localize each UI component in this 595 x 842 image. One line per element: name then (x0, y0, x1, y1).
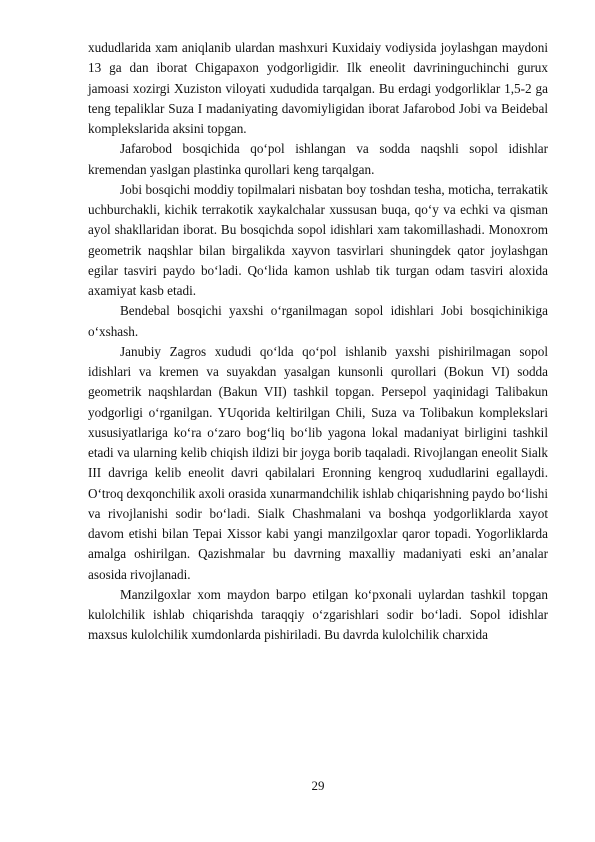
paragraph-2: Jafarobod bosqichida qo‘pol ishlangan va sodda naqshli sopol idishlar kremendan yaslgan plastinka qurollari keng tarqalgan. (88, 141, 548, 177)
paragraph-1: xududlarida xam aniqlanib ulardan mashxuri Kuxidaiy vodiysida joylashgan maydoni 13 ga dan iborat Chigapaxon yodgorligidir. Ilk eneolit davrininguchinchi gurux jamoasi xozirgi Xuziston viloyati xududida tarqalgan. Bu erdagi yodgorliklar 1,5-2 ga teng tepaliklar Suza I madaniyating davomiyligidan iborat Jafarobod Jobi va Beidebal komplekslarida aksini topgan. (88, 40, 548, 136)
paragraph-5: Janubiy Zagros xududi qo‘lda qo‘pol ishlanib yaxshi pishirilmagan sopol idishlari va kremen va suyakdan yasalgan kunsonli qurollari (Bokun VI) sodda geometrik naqshlardan (Bakun VII) tashkil topgan. Persepol yaqinidagi Talibakun yodgorligi o‘rganilgan. YUqorida keltirilgan Chili, Suza va Tolibakun komplekslari xususiyatlariga ko‘ra o‘zaro bog‘liq bo‘lib yagona lokal madaniyat birligini tashkil etadi va ularning kelib chiqish ildizi bir joyga borib taqaladi. Rivojlangan eneolit Sialk III davriga kelib eneolit davri qabilalari Eronning kengroq xududlarini egallaydi. O‘troq dexqonchilik axoli orasida xunarmandchilik ishlab chiqarishning paydo bo‘lishi va rivojlanishi sodir bo‘ladi. Sialk Chashmalani va boshqa yodgorliklarda xayot davom etishi bilan Tepai Xissor kabi yangi manzilgoxlar qaror topadi. Yogorliklarda amalga oshirilgan. Qazishmalar bu davrning maxalliy madaniyati eski an’analar asosida rivojlanadi. (88, 343, 549, 582)
document-body (88, 38, 548, 646)
paragraph-6: Manzilgoxlar xom maydon barpo etilgan ko‘pxonali uylardan tashkil topgan kulolchilik ishlab chiqarishda taraqqiy o‘zgarishlari sodir bo‘ladi. Sopol idishlar maxsus kulolchilik xumdonlarda pishiriladi. Bu davrda kulolchilik charxida (88, 586, 548, 643)
paragraph-3: Jobi bosqichi moddiy topilmalari nisbatan boy toshdan tesha, moticha, terrakatik uchburchakli, kichik terrakotik xaykalchalar xussusan buqa, qo‘y va echki va qisman ayol shakllaridan iborat. Bu bosqichda sopol idishlari xam takomillashadi. Monoxrom geometrik naqshlar bilan birgalikda xayvon tasvirlari shuningdek qator joylashgan egilar tasviri paydo bo‘ladi. Qo‘lida kamon ushlab tik turgan odam tasviri aloxida axamiyat kasb etadi. (88, 181, 548, 298)
paragraph-4: Bendebal bosqichi yaxshi o‘rganilmagan sopol idishlari Jobi bosqichinikiga o‘xshash. (88, 303, 548, 339)
page-number: 29 (311, 778, 325, 793)
